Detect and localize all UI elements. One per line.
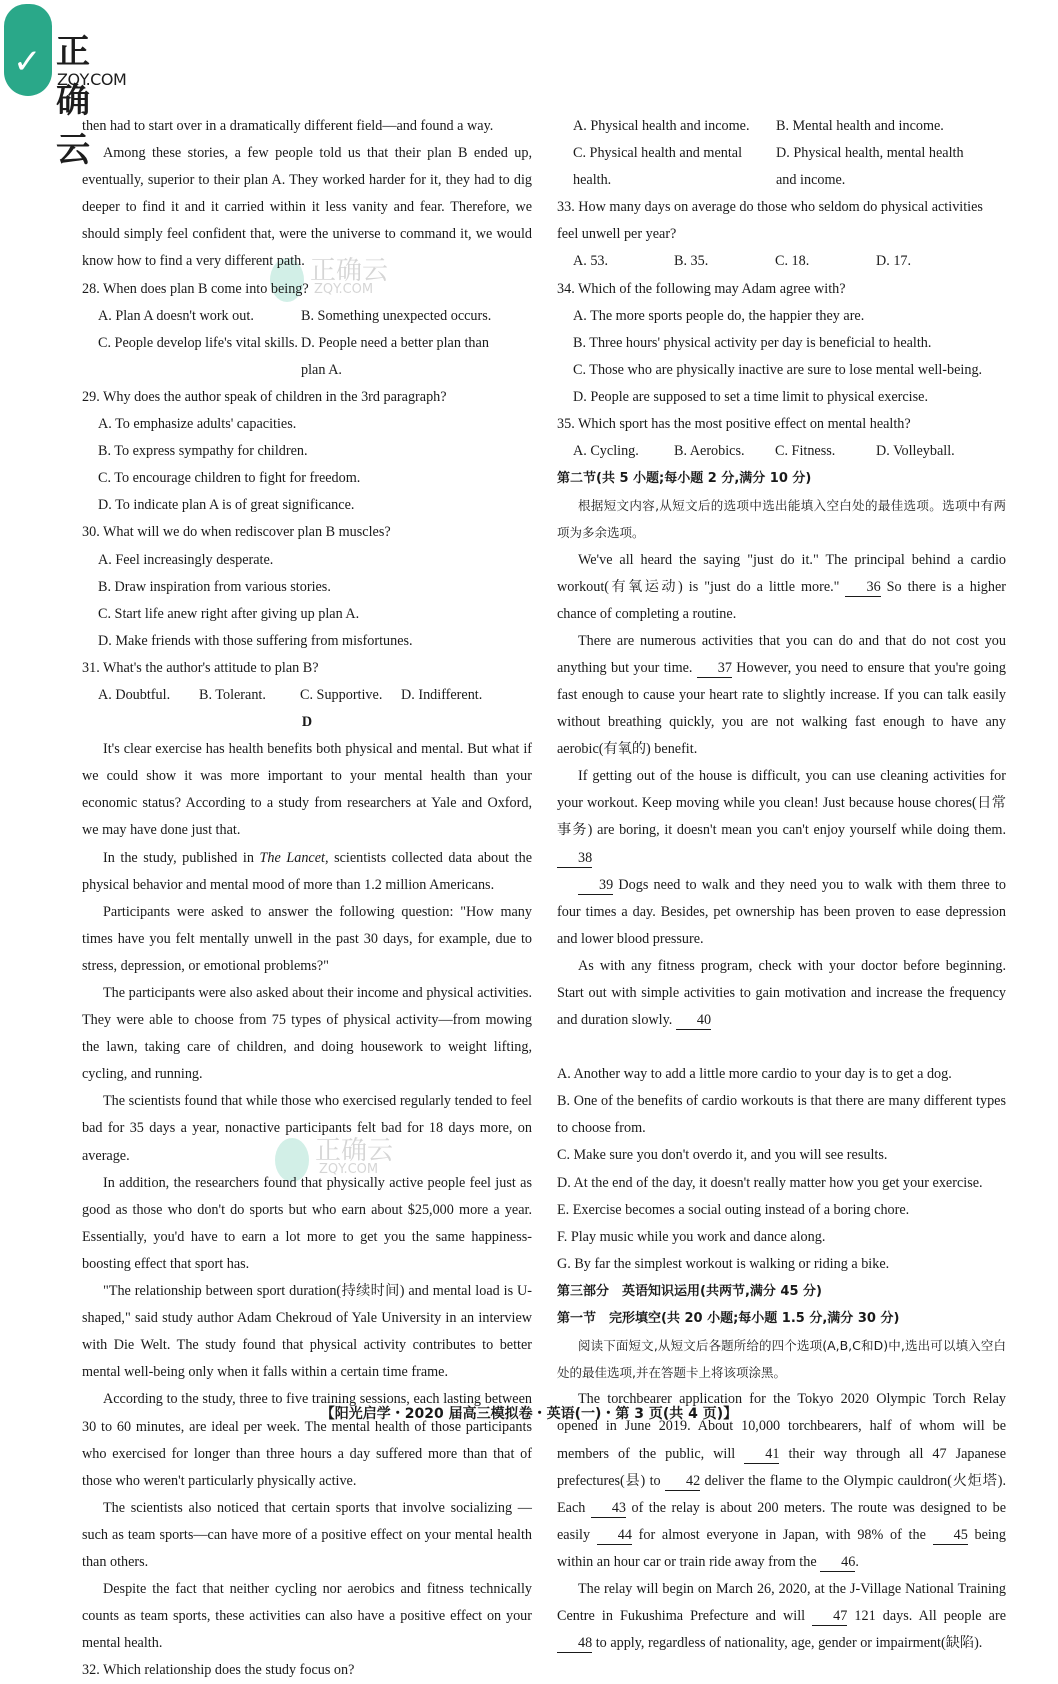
options-row [557, 248, 1006, 275]
question-34: 34. Which of the following may Adam agree with? [557, 280, 846, 297]
question-31: 31. What's the author's attitude to plan B? [82, 659, 319, 676]
option-30a: A. Feel increasingly desperate. [98, 551, 274, 568]
question-29: 29. Why does the author speak of children in the 3rd paragraph? [82, 388, 447, 405]
passage-paragraph: Among these stories, a few people told us that their plan B ended up, eventually, superior to their plan A. They worked harder for it, they had to dig deeper to find it and it carried within it less vanity and fear. Therefore, we should simply feel confident that, were the universe to command it, we would know how to find a very different path. [82, 145, 532, 270]
options-row [82, 682, 532, 709]
blank-38: 38 [557, 849, 592, 868]
blank-37: 37 [697, 659, 732, 678]
options-row [557, 140, 1006, 194]
text-span: 121 days. All people are [847, 1608, 1006, 1625]
blank-43: 43 [591, 1499, 626, 1518]
option-31c: C. Supportive. [300, 686, 383, 703]
options-row [557, 438, 1006, 465]
option-31b: B. Tolerant. [199, 686, 266, 703]
option-33a: A. 53. [573, 253, 609, 270]
question-33: 33. How many days on average do those who seldom do physical activities feel unwell per year? [557, 199, 983, 243]
blank-40: 40 [676, 1011, 711, 1030]
blank-44: 44 [597, 1526, 632, 1545]
text-span: So there is a higher chance of completing a routine. [557, 578, 1007, 622]
option-31d: D. Indifferent. [401, 686, 483, 703]
choice-option-d: D. At the end of the day, it doesn't really matter how you get your exercise. [557, 1174, 983, 1191]
blank-46: 46 [820, 1553, 855, 1572]
journal-title: The Lancet [259, 849, 325, 866]
choice-option-e: E. Exercise becomes a social outing instead of a boring chore. [557, 1201, 910, 1218]
section-d-heading: D [301, 714, 313, 731]
option-30c: C. Start life anew right after giving up plan A. [98, 605, 360, 622]
text-span: As with any fitness program, check with your doctor before beginning. Start out with simple activities to gain motivation and increase the frequency and duration slowly. [557, 957, 1006, 1029]
section-1-title: 第一节 完形填空(共 20 小题;每小题 1.5 分,满分 30 分) [557, 1311, 900, 1327]
option-29a: A. To emphasize adults' capacities. [98, 416, 297, 433]
section-2-instructions: 根据短文内容,从短文后的选项中选出能填入空白处的最佳选项。选项中有两项为多余选项。 [557, 498, 1006, 541]
choice-option-b: B. One of the benefits of cardio workouts is that there are many different types to choose from. [557, 1093, 1006, 1137]
text-span: for almost everyone in Japan, with 98% of the [631, 1526, 933, 1543]
passage-paragraph: The scientists found that while those who exercised regularly tended to feel bad for 35 days a year, nonactive participants felt bad for 18 days more, on average. [82, 1093, 532, 1164]
logo-name-en: ZQY.COM [57, 70, 127, 89]
text-span: deliver the flame to the Olympic cauldron(火炬塔). Each [557, 1472, 1007, 1516]
option-33d: D. 17. [876, 253, 912, 270]
blank-42: 42 [665, 1472, 700, 1491]
option-34b: B. Three hours' physical activity per day is beneficial to health. [573, 334, 932, 351]
text-span: of the relay is about 200 meters. The route was designed to be easily [557, 1499, 1007, 1543]
watermark-name-cn: 正确云 [310, 256, 389, 286]
passage-paragraph [557, 872, 1006, 953]
text-span: their way through all 47 Japanese prefectures(县) to [557, 1445, 1006, 1489]
passage-paragraph: The scientists also noticed that certain sports that involve socializing —such as team sports—can have more of a positive effect on your mental health than others. [82, 1499, 532, 1570]
text-span: In the study, published in [103, 849, 260, 866]
right-column [557, 113, 1006, 1657]
text-span: to apply, regardless of nationality, age, gender or impairment(缺陷). [592, 1635, 983, 1652]
option-35b: B. Aerobics. [674, 443, 745, 460]
text-span: The relay will begin on March 26, 2020, at the J-Village National Training Centre in Fukushima Prefecture and will [557, 1580, 1006, 1625]
passage-paragraph: It's clear exercise has health benefits both physical and mental. But what if we could show it was more important to your mental health than your economic status? According to a study from researchers at Yale and Oxford, we may have done just that. [82, 741, 532, 839]
zqy-logo [4, 4, 127, 170]
option-28c: C. People develop life's vital skills. [98, 334, 298, 351]
passage-paragraph: In addition, the researchers found that physically active people feel just as good as those who don't do sports but who earn about $25,000 more a year. Essentially, you'd have to earn a lot more to get you the same happiness-boosting effect that sport has. [82, 1174, 532, 1272]
passage-paragraph [557, 1576, 1006, 1657]
option-29c: C. To encourage children to fight for freedom. [98, 470, 361, 487]
question-35: 35. Which sport has the most positive effect on mental health? [557, 416, 911, 433]
section-1-instructions: 阅读下面短文,从短文后各题所给的四个选项(A,B,C和D)中,选出可以填入空白处的最佳选项,并在答题卡上将该项涂黑。 [557, 1338, 1006, 1381]
option-29d: D. To indicate plan A is of great significance. [98, 497, 355, 514]
passage-text: then had to start over in a dramatically different field—and found a way. [82, 118, 494, 134]
question-30: 30. What will we do when rediscover plan B muscles? [82, 524, 391, 541]
choice-option-f: F. Play music while you work and dance along. [557, 1228, 826, 1245]
passage-paragraph: Participants were asked to answer the following question: "How many times have you felt mentally unwell in the past 30 days, for example, due to stress, depression, or emotional problems?" [82, 903, 532, 974]
option-30b: B. Draw inspiration from various stories. [98, 578, 331, 595]
blank-41: 41 [744, 1445, 779, 1464]
blank-36: 36 [845, 578, 880, 597]
passage-paragraph: The participants were also asked about their income and physical activities. They were able to choose from 75 types of physical activity—from mowing the lawn, taking care of children, and doing housework to weight lifting, cycling, and running. [82, 985, 532, 1083]
option-29b: B. To express sympathy for children. [98, 443, 308, 460]
text-span: being within an hour car or train ride away from the [557, 1526, 1006, 1570]
text-span: We've all heard the saying "just do it." The principal behind a cardio workout(有氧运动) is "just do a little more." [557, 551, 1006, 595]
blank-45: 45 [933, 1526, 968, 1545]
option-32b: B. Mental health and income. [776, 118, 944, 134]
watermark-name-en: ZQY.COM [314, 282, 374, 297]
check-icon: ✓ [13, 42, 42, 82]
option-35d: D. Volleyball. [876, 443, 955, 460]
question-32: 32. Which relationship does the study focus on? [82, 1662, 355, 1679]
text-span: If getting out of the house is difficult, you can use cleaning activities for your workout. Keep moving while you clean! Just because house chores(日常事务) are boring, it doesn't mean you can't enjoy yourself while doing them. [557, 768, 1006, 839]
option-32d: D. Physical health, mental health and income. [776, 145, 964, 189]
text-span: However, you need to ensure that you're going fast enough to cause your heart rate to slightly increase. If you can talk easily without breathing quickly, you are not walking fast enough to have any aerobic(有氧的) benefit. [557, 659, 1006, 758]
blank-47: 47 [812, 1607, 847, 1626]
passage-paragraph [557, 953, 1006, 1034]
blank-39: 39 [578, 876, 613, 895]
passage-paragraph: Despite the fact that neither cycling nor aerobics and fitness technically counts as team sports, these activities can also have a positive effect on your mental health. [82, 1581, 532, 1652]
choice-option-a: A. Another way to add a little more cardio to your day is to get a dog. [557, 1066, 952, 1083]
logo-name-cn: 正确云 [56, 32, 89, 170]
spacer [557, 1034, 1006, 1061]
text-span: Dogs need to walk and they need you to walk with them three to four times a day. Besides, pet ownership has been proven to ease depression and lower blood pressure. [557, 876, 1006, 947]
text-span: There are numerous activities that you can do and that do not cost you anything but your time. [557, 632, 1006, 676]
text-span: The torchbearer application for the Tokyo 2020 Olympic Torch Relay opened in June 2019. About 10,000 torchbearers, half of whom will be members of the public, will [557, 1391, 1006, 1462]
watermark-name-cn: 正确云 [315, 1136, 394, 1166]
options-row [557, 113, 1006, 140]
page-footer: 【阳光启学・2020 届高三模拟卷・英语(一)・第 3 页(共 4 页)】 [320, 1406, 738, 1422]
options-row [82, 303, 532, 330]
option-35c: C. Fitness. [775, 443, 836, 460]
option-31a: A. Doubtful. [98, 686, 171, 703]
option-28a: A. Plan A doesn't work out. [98, 307, 254, 324]
question-28: 28. When does plan B come into being? [82, 280, 309, 297]
option-33c: C. 18. [775, 253, 810, 270]
option-30d: D. Make friends with those suffering from misfortunes. [98, 632, 413, 649]
blank-48: 48 [557, 1634, 592, 1653]
option-35a: A. Cycling. [573, 443, 639, 460]
watermark-name-en: ZQY.COM [319, 1162, 379, 1177]
passage-paragraph: "The relationship between sport duration(持续时间) and mental load is U-shaped," said study author Adam Chekroud of Yale University in an interview with Die Welt. The study found that physical activity contributes to better mental well-being only when it falls within a certain time frame. [82, 1283, 532, 1381]
text-span: , scientists collected data about the physical behavior and mental mood of more than 1.2 million Americans. [82, 849, 532, 893]
choice-option-g: G. By far the simplest workout is walking or riding a bike. [557, 1255, 890, 1272]
passage-paragraph [557, 547, 1006, 628]
passage-paragraph: According to the study, three to five training sessions, each lasting between 30 to 60 minutes, are ideal per week. The mental health of those participants who exercised for longer than three hours a day suffered more than that of those who weren't particularly physically active. [82, 1391, 532, 1489]
section-2-title: 第二节(共 5 小题;每小题 2 分,满分 10 分) [557, 471, 812, 487]
passage-paragraph [557, 763, 1006, 871]
text-span: . [855, 1553, 859, 1570]
left-column [82, 113, 532, 1684]
option-34a: A. The more sports people do, the happier they are. [573, 307, 865, 324]
option-32c: C. Physical health and mental health. [573, 145, 743, 189]
option-28b: B. Something unexpected occurs. [301, 307, 492, 324]
choice-option-c: C. Make sure you don't overdo it, and you will see results. [557, 1147, 888, 1164]
option-34d: D. People are supposed to set a time limit to physical exercise. [573, 388, 928, 405]
passage-paragraph [557, 628, 1006, 763]
passage-paragraph [82, 845, 532, 899]
option-34c: C. Those who are physically inactive are sure to lose mental well-being. [573, 361, 983, 378]
option-28d: D. People need a better plan than plan A. [301, 334, 489, 378]
option-32a: A. Physical health and income. [573, 118, 750, 134]
option-33b: B. 35. [674, 253, 709, 270]
options-row [82, 330, 532, 384]
part-3-title: 第三部分 英语知识运用(共两节,满分 45 分) [557, 1283, 822, 1299]
